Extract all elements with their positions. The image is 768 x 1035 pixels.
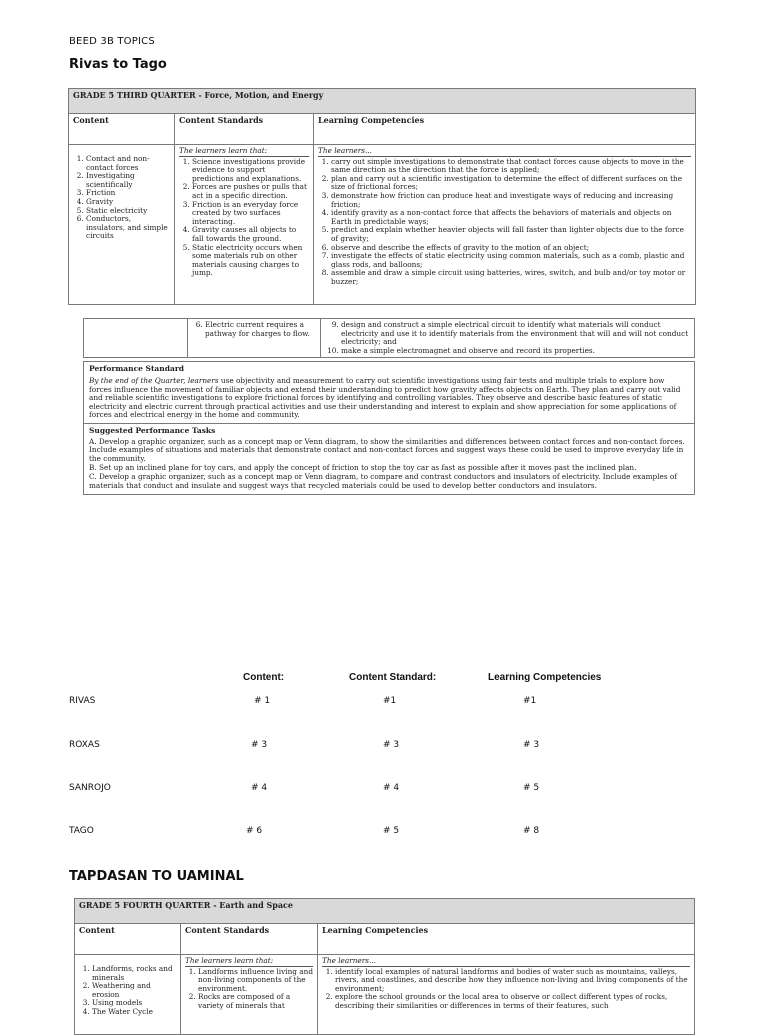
standard-number: # 4 bbox=[383, 783, 400, 793]
content-item: 6. Conductors, insulators, and simple circuits bbox=[86, 215, 170, 241]
col-header-competencies: Learning Competencies bbox=[314, 114, 696, 145]
competency-item: 2. explore the school grounds or the local area to observe or collect different types of rocks, describing their similarities or differences in terms of their features, such bbox=[335, 993, 690, 1010]
content-number: # 6 bbox=[246, 826, 263, 836]
standards-cell bbox=[175, 145, 314, 305]
competencies-cell bbox=[318, 955, 695, 1035]
performance-standard-section bbox=[84, 362, 694, 423]
performance-standard-title: Performance Standard bbox=[89, 364, 185, 373]
performance-task: B. Set up an inclined plane for toy cars, and apply the concept of friction to stop the toy car as fast as possible after it moves past the inclined plan. bbox=[89, 463, 637, 473]
header-content-standard: Content Standard: bbox=[349, 672, 437, 683]
content-number: # 3 bbox=[251, 740, 268, 750]
content-number: # 4 bbox=[251, 783, 268, 793]
standard-item: 5. Static electricity occurs when some materials rub on other materials causing charges to jump. bbox=[192, 244, 309, 278]
competency-item: 2. plan and carry out a scientific investigation to determine the effect of different surfaces on the size of frictional forces; bbox=[331, 175, 691, 192]
content-cell bbox=[69, 145, 175, 305]
competency-number: # 3 bbox=[523, 740, 540, 750]
standard-item: 1. Science investigations provide evidence to support predictions and explanations. bbox=[192, 158, 309, 184]
competency-number: # 5 bbox=[523, 783, 540, 793]
content-item: 1. Contact and non-contact forces bbox=[86, 155, 170, 172]
student-name: SANROJO bbox=[69, 783, 111, 793]
student-name: RIVAS bbox=[69, 696, 96, 706]
col-header-standards: Content Standards bbox=[181, 924, 318, 955]
standard-item-6: 6. Electric current requires a pathway for charges to flow. bbox=[205, 321, 316, 338]
competency-number: #1 bbox=[523, 696, 537, 706]
competency-item: 1. identify local examples of natural landforms and bodies of water such as mountains, valleys, rivers, and coastlines, and describe how they influence non-living and living components of the environment; bbox=[335, 968, 690, 994]
standards-lead: The learners learn that: bbox=[179, 147, 309, 157]
standard-item: 2. Rocks are composed of a variety of minerals that bbox=[198, 993, 313, 1010]
performance-standard-text bbox=[89, 377, 689, 419]
competency-item: 3. demonstrate how friction can produce heat and investigate ways of reducing and increasing friction; bbox=[331, 192, 691, 209]
content-item: 3. Friction bbox=[86, 189, 170, 198]
competencies-lead: The learners... bbox=[318, 147, 691, 157]
content-item: 1. Landforms, rocks and minerals bbox=[92, 965, 176, 982]
performance-task: A. Develop a graphic organizer, such as a concept map or Venn diagram, to show the similarities and differences between contact forces and non-contact forces. Include examples of situations and materials that demonstrate contact and non-contact forces and suggest ways these could be used to improve everyday life in the community. bbox=[89, 436, 685, 463]
header-learning-competencies: Learning Competencies bbox=[488, 672, 602, 683]
competency-item: 4. identify gravity as a non-contact force that affects the behaviors of materials and objects on Earth in predictable ways; bbox=[331, 209, 691, 226]
competency-item: 10. make a simple electromagnet and observe and record its properties. bbox=[341, 347, 690, 356]
content-item: 2. Investigating scientifically bbox=[86, 172, 170, 189]
content-cell-cont bbox=[84, 319, 188, 358]
competency-number: # 8 bbox=[523, 826, 540, 836]
student-name: ROXAS bbox=[69, 740, 100, 750]
standard-item: 2. Forces are pushes or pulls that act in a specific direction. bbox=[192, 183, 309, 200]
performance-tasks-title: Suggested Performance Tasks bbox=[89, 426, 216, 436]
grade5-q4-table bbox=[74, 898, 695, 1035]
competencies-cell bbox=[314, 145, 696, 305]
standard-number: #1 bbox=[383, 696, 397, 706]
competencies-lead: The learners... bbox=[322, 957, 690, 967]
content-item: 4. Gravity bbox=[86, 198, 170, 207]
standard-number: # 5 bbox=[383, 826, 400, 836]
performance-standard-lead: By the end of the Quarter, learners bbox=[89, 376, 219, 386]
grade5-q3-table-continued bbox=[83, 318, 695, 358]
performance-tasks-section bbox=[84, 423, 694, 494]
competency-item: 9. design and construct a simple electrical circuit to identify what materials will conduct electricity and use it to identify materials from the environment that will and will not conduct electricity; and bbox=[341, 321, 690, 347]
standards-lead: The learners learn that: bbox=[185, 957, 313, 967]
competency-item: 7. investigate the effects of static electricity using common materials, such as a comb, plastic and glass rods, and balloons; bbox=[331, 252, 691, 269]
col-header-content: Content bbox=[69, 114, 175, 145]
performance-standard-body: use objectivity and measurement to carry out scientific investigations using fair tests and multiple trials to explore how forces influence the movement of familiar objects and extend their understanding to predict how gravity affects objects on Earth. They plan and carry out valid and reliable scientific investigations to explore frictional forces by identifying and controlling variables. They observe and describe basic features of static electricity and electric current through practical activities and use their understanding and interest to explain and show appreciation for some applications of forces and electrical energy in the home and community. bbox=[89, 376, 681, 420]
grade5-q3-table bbox=[68, 88, 696, 305]
competencies-cell-cont bbox=[321, 319, 695, 358]
col-header-competencies: Learning Competencies bbox=[318, 924, 695, 955]
content-cell bbox=[75, 955, 181, 1035]
table-title: GRADE 5 FOURTH QUARTER - Earth and Space bbox=[75, 899, 695, 924]
competency-item: 5. predict and explain whether heavier objects will fall faster than lighter objects due to the force of gravity; bbox=[331, 226, 691, 243]
standard-item: 3. Friction is an everyday force created by two surfaces interacting. bbox=[192, 201, 309, 227]
content-item: 2. Weathering and erosion bbox=[92, 982, 176, 999]
header-content: Content: bbox=[243, 672, 285, 683]
table-title: GRADE 5 THIRD QUARTER - Force, Motion, and Energy bbox=[69, 89, 696, 114]
content-item: 3. Using models bbox=[92, 999, 176, 1008]
competency-item: 8. assemble and draw a simple circuit using batteries, wires, switch, and bulb and/or toy motor or buzzer; bbox=[331, 269, 691, 286]
content-number: # 1 bbox=[254, 696, 271, 706]
competency-item: 1. carry out simple investigations to demonstrate that contact forces cause objects to move in the same direction as the direction that the force is applied; bbox=[331, 158, 691, 175]
content-item: 4. The Water Cycle bbox=[92, 1008, 176, 1017]
group-title: Rivas to Tago bbox=[69, 57, 167, 72]
competency-item: 6. observe and describe the effects of gravity to the motion of an object; bbox=[331, 244, 691, 253]
standards-box bbox=[83, 361, 695, 495]
standard-item: 4. Gravity causes all objects to fall towards the ground. bbox=[192, 226, 309, 243]
col-header-standards: Content Standards bbox=[175, 114, 314, 145]
col-header-content: Content bbox=[75, 924, 181, 955]
standard-item: 1. Landforms influence living and non-living components of the environment. bbox=[198, 968, 313, 994]
course-label: BEED 3B TOPICS bbox=[69, 36, 155, 47]
standards-cell-cont bbox=[188, 319, 321, 358]
section-title: TAPDASAN TO UAMINAL bbox=[69, 869, 244, 884]
performance-task: C. Develop a graphic organizer, such as a concept map or Venn diagram, to compare and contrast conductors and insulators of electricity. Include examples of materials that conduct and insulate and suggest ways that recycled materials could be used to develop better conductors and insulators. bbox=[89, 472, 677, 490]
content-item: 5. Static electricity bbox=[86, 207, 170, 216]
student-name: TAGO bbox=[69, 826, 94, 836]
standard-number: # 3 bbox=[383, 740, 400, 750]
standards-cell bbox=[181, 955, 318, 1035]
